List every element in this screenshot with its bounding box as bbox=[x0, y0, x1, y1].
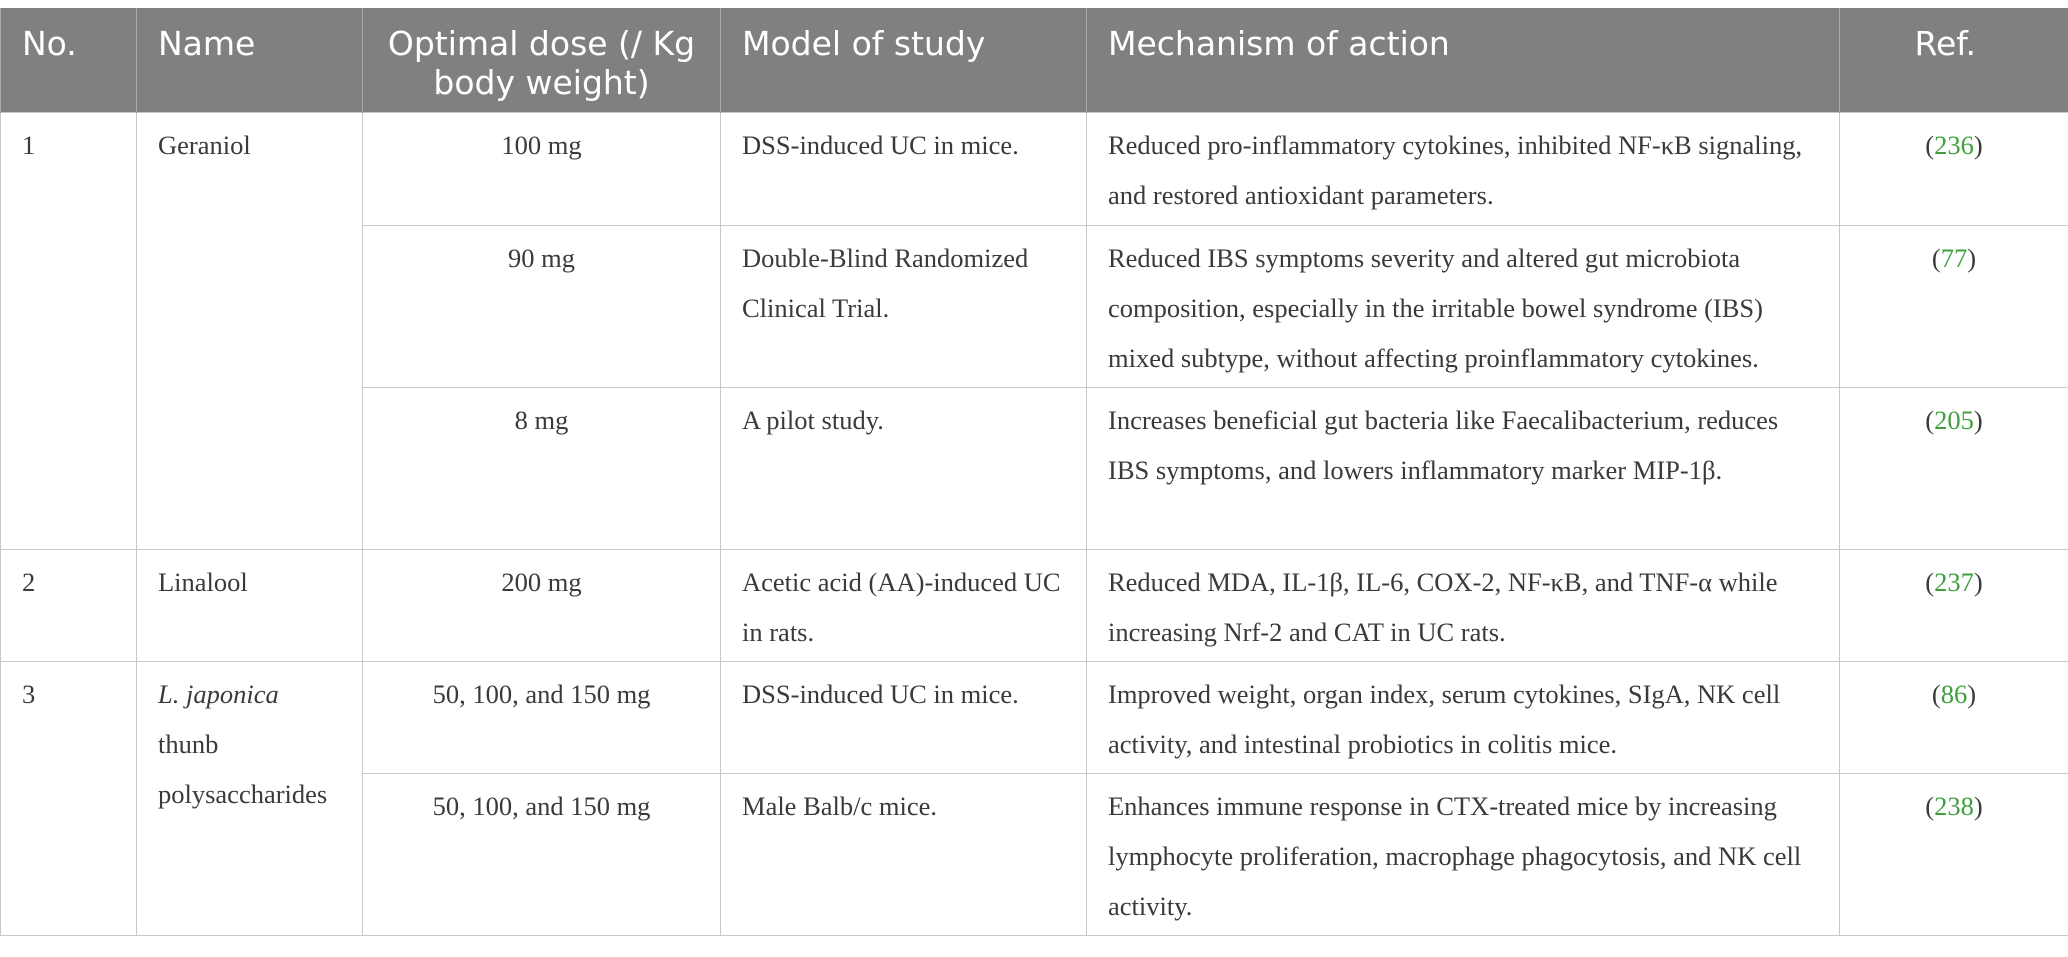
model-cell: Acetic acid (AA)-induced UC in rats. bbox=[721, 550, 1087, 662]
dose-cell: 100 mg bbox=[363, 113, 721, 226]
ref-paren-open: ( bbox=[1925, 791, 1935, 821]
compound-name-rest: thunb polysaccharides bbox=[158, 729, 328, 809]
ref-cell bbox=[1840, 550, 2068, 662]
mechanism-cell: Reduced MDA, IL-1β, IL-6, COX-2, NF-κB, and TNF-α while increasing Nrf-2 and CAT in UC rats. bbox=[1087, 550, 1840, 662]
header-dose: Optimal dose (/ Kg body weight) bbox=[363, 8, 721, 113]
ref-paren-close: ) bbox=[1967, 679, 1977, 709]
ref-paren-open: ( bbox=[1925, 130, 1935, 160]
mechanism-cell: Increases beneficial gut bacteria like Faecalibacterium, reduces IBS symptoms, and lowers inflammatory marker MIP-1β. bbox=[1087, 388, 1840, 550]
header-model: Model of study bbox=[721, 8, 1087, 113]
compound-name bbox=[137, 662, 363, 936]
ref-link[interactable]: 237 bbox=[1934, 567, 1974, 597]
ref-paren-close: ) bbox=[1967, 243, 1977, 273]
mechanism-cell: Improved weight, organ index, serum cytokines, SIgA, NK cell activity, and intestinal probiotics in colitis mice. bbox=[1087, 662, 1840, 774]
ref-link[interactable]: 77 bbox=[1940, 243, 1968, 273]
ref-cell bbox=[1840, 226, 2068, 388]
compound-name: Geraniol bbox=[137, 113, 363, 550]
table-header bbox=[1, 8, 2068, 113]
table-body bbox=[1, 113, 2068, 936]
mechanism-cell: Enhances immune response in CTX-treated mice by increasing lymphocyte proliferation, macrophage phagocytosis, and NK cell activity. bbox=[1087, 774, 1840, 936]
compound-name: Linalool bbox=[137, 550, 363, 662]
mechanism-cell: Reduced pro-inflammatory cytokines, inhibited NF-κB signaling, and restored antioxidant parameters. bbox=[1087, 113, 1840, 226]
model-cell: Double-Blind Randomized Clinical Trial. bbox=[721, 226, 1087, 388]
dose-cell: 200 mg bbox=[363, 550, 721, 662]
dose-cell: 50, 100, and 150 mg bbox=[363, 662, 721, 774]
data-table bbox=[0, 8, 2068, 936]
model-cell: DSS-induced UC in mice. bbox=[721, 113, 1087, 226]
compound-name-italic: L. japonica bbox=[158, 679, 279, 709]
table-row bbox=[1, 113, 2068, 226]
header-row bbox=[1, 8, 2068, 113]
ref-cell bbox=[1840, 774, 2068, 936]
ref-paren-close: ) bbox=[1973, 405, 1983, 435]
ref-cell bbox=[1840, 388, 2068, 550]
header-ref: Ref. bbox=[1840, 8, 2068, 113]
compound-number: 3 bbox=[1, 662, 137, 936]
table-row bbox=[1, 662, 2068, 774]
dose-cell: 8 mg bbox=[363, 388, 721, 550]
header-name: Name bbox=[137, 8, 363, 113]
model-cell: A pilot study. bbox=[721, 388, 1087, 550]
table-row bbox=[1, 550, 2068, 662]
compound-number: 2 bbox=[1, 550, 137, 662]
ref-cell bbox=[1840, 662, 2068, 774]
ref-paren-open: ( bbox=[1925, 567, 1935, 597]
header-mechanism: Mechanism of action bbox=[1087, 8, 1840, 113]
ref-link[interactable]: 86 bbox=[1940, 679, 1968, 709]
mechanism-cell: Reduced IBS symptoms severity and altered gut microbiota composition, especially in the irritable bowel syndrome (IBS) mixed subtype, without affecting proinflammatory cytokines. bbox=[1087, 226, 1840, 388]
model-cell: DSS-induced UC in mice. bbox=[721, 662, 1087, 774]
ref-paren-close: ) bbox=[1973, 567, 1983, 597]
ref-paren-open: ( bbox=[1931, 243, 1941, 273]
ref-paren-close: ) bbox=[1973, 130, 1983, 160]
ref-paren-open: ( bbox=[1925, 405, 1935, 435]
ref-link[interactable]: 238 bbox=[1934, 791, 1974, 821]
ref-link[interactable]: 236 bbox=[1934, 130, 1974, 160]
compound-number: 1 bbox=[1, 113, 137, 550]
ref-paren-close: ) bbox=[1973, 791, 1983, 821]
ref-cell bbox=[1840, 113, 2068, 226]
ref-paren-open: ( bbox=[1931, 679, 1941, 709]
model-cell: Male Balb/c mice. bbox=[721, 774, 1087, 936]
ref-link[interactable]: 205 bbox=[1934, 405, 1974, 435]
dose-cell: 90 mg bbox=[363, 226, 721, 388]
dose-cell: 50, 100, and 150 mg bbox=[363, 774, 721, 936]
header-no: No. bbox=[1, 8, 137, 113]
